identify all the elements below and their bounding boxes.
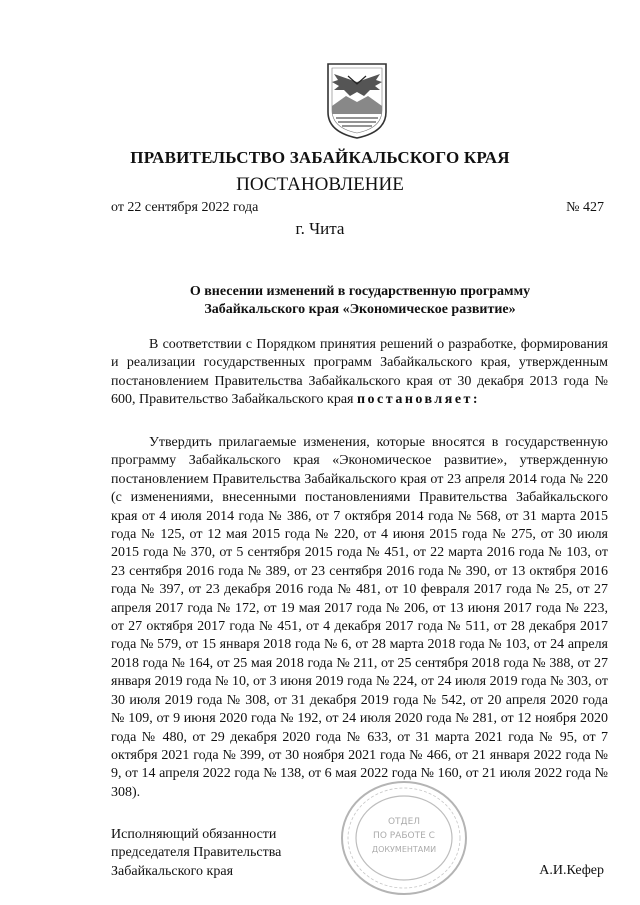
document-number: № 427 xyxy=(566,200,604,215)
resolution-word: постановляет: xyxy=(356,392,481,408)
signatory-title-line-2: председателя Правительства xyxy=(111,845,282,861)
document-date: от 22 сентября 2022 года xyxy=(111,200,259,215)
stamp-text-2: ПО РАБОТЕ С xyxy=(373,831,435,841)
subject-line-1: О внесении изменений в государственную программу xyxy=(189,284,531,299)
official-seal-stamp-icon xyxy=(338,778,470,898)
subject-line-2: Забайкальского края «Экономическое развитие» xyxy=(204,302,516,317)
signatory-title xyxy=(111,826,281,881)
paragraph-resolution: Утвердить прилагаемые изменения, которые вносятся в государственную программу Забайкальского края «Экономическое развитие», утвержденную постановлением Правительства Забайкальского края от 23 апреля 2014 года № 220 (с изменениями, внесенными постановлениями Правительства Забайкальского края от 4 июля 2014 года № 386, от 7 октября 2014 года № 568, от 31 марта 2015 года № 125, от 12 мая 2015 года № 220, от 4 июня 2015 года № 275, от 30 июля 2015 года № 370, от 5 сентября 2015 года № 451, от 22 марта 2016 года № 103, от 23 сентября 2016 года № 389, от 23 сентября 2016 года № 390, от 13 октября 2016 года № 397, от 23 декабря 2016 года № 481, от 10 февраля 2017 года № 25, от 27 апреля 2017 года № 172, от 19 мая 2017 года № 206, от 13 июня 2017 года № 223, от 27 октября 2017 года № 451, от 4 декабря 2017 года № 511, от 28 декабря 2017 года № 579, от 15 января 2018 года № 6, от 28 марта 2018 года № 103, от 24 апреля 2018 года № 164, от 25 мая 2018 года № 211, от 25 сентября 2018 года № 388, от 27 января 2019 года № 10, от 3 июня 2019 года № 224, от 24 июля 2019 года № 303, от 30 июля 2019 года № 308, от 31 декабря 2019 года № 542, от 20 апреля 2020 года № 109, от 9 июня 2020 года № 192, от 24 июля 2020 года № 281, от 12 ноября 2020 года № 480, от 29 декабря 2020 года № 633, от 31 марта 2021 года № 95, от 7 октября 2021 года № 399, от 30 ноября 2021 года № 466, от 21 января 2022 года № 9, от 14 апреля 2022 года № 138, от 6 мая 2022 года № 160, от 21 июля 2022 года № 308). xyxy=(111,435,608,800)
paragraph-preamble xyxy=(111,336,608,410)
preamble-text: В соответствии с Порядком принятия решений о разработке, формирования и реализации государственных программ Забайкальского края, утвержденным постановлением Правительства Забайкальского края от 30 декабря 2013 года № 600, Правительство Забайкальского края xyxy=(111,337,608,408)
organization-title: ПРАВИТЕЛЬСТВО ЗАБАЙКАЛЬСКОГО КРАЯ xyxy=(130,148,510,167)
document-subject xyxy=(150,283,570,319)
stamp-text-3: ДОКУМЕНТАМИ xyxy=(371,845,437,854)
signatory-title-line-3: Забайкальского края xyxy=(111,863,234,879)
stamp-text-1: ОТДЕЛ xyxy=(387,817,421,827)
document-city: г. Чита xyxy=(295,219,345,238)
signatory-name: А.И.Кефер xyxy=(539,863,604,878)
coat-of-arms-icon xyxy=(326,62,388,140)
signatory-title-line-1: Исполняющий обязанности xyxy=(111,827,277,842)
document-type: ПОСТАНОВЛЕНИЕ xyxy=(236,174,404,195)
